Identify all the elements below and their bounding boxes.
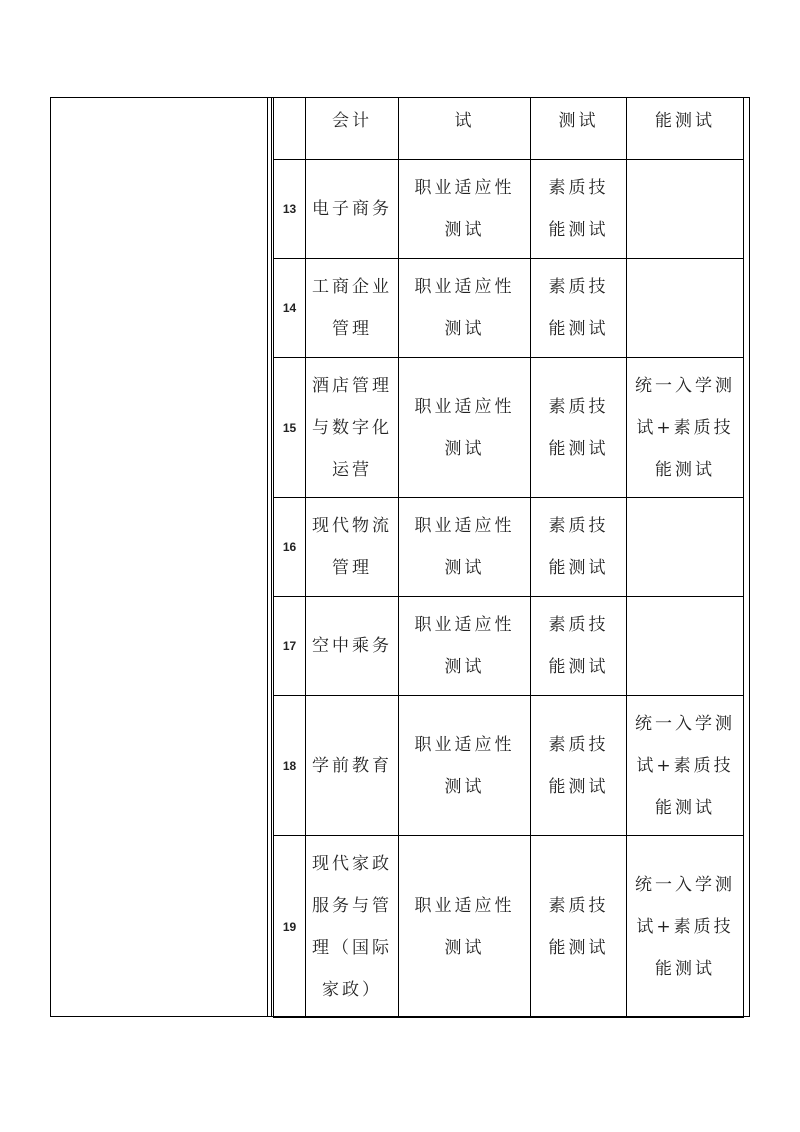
table-row xyxy=(274,259,744,358)
test-type-1: 职业适应性测试 xyxy=(399,696,531,836)
test-type-1: 职业适应性测试 xyxy=(399,498,531,597)
row-number: 14 xyxy=(274,259,306,358)
table-row xyxy=(274,836,744,1018)
test-type-2: 素质技能测试 xyxy=(531,836,627,1018)
test-type-1: 职业适应性测试 xyxy=(399,836,531,1018)
major-name: 酒店管理与数字化运营 xyxy=(306,358,399,498)
test-type-2: 素质技能测试 xyxy=(531,696,627,836)
test-type-3: 能测试 xyxy=(627,98,744,160)
row-number: 15 xyxy=(274,358,306,498)
test-type-2: 素质技能测试 xyxy=(531,259,627,358)
table-row xyxy=(274,98,744,160)
table-row xyxy=(274,696,744,836)
table-row xyxy=(274,597,744,696)
test-type-3 xyxy=(627,597,744,696)
major-name: 学前教育 xyxy=(306,696,399,836)
row-number: 18 xyxy=(274,696,306,836)
test-type-1: 职业适应性测试 xyxy=(399,358,531,498)
row-number xyxy=(274,98,306,160)
row-number: 16 xyxy=(274,498,306,597)
test-type-3 xyxy=(627,160,744,259)
test-type-2: 素质技能测试 xyxy=(531,597,627,696)
row-number: 17 xyxy=(274,597,306,696)
test-type-3 xyxy=(627,259,744,358)
major-name: 电子商务 xyxy=(306,160,399,259)
major-name: 空中乘务 xyxy=(306,597,399,696)
admission-table xyxy=(273,97,744,1018)
row-number: 19 xyxy=(274,836,306,1018)
table-row xyxy=(274,160,744,259)
test-type-3: 统一入学测试+素质技能测试 xyxy=(627,836,744,1018)
divider-line xyxy=(271,97,272,1017)
major-name: 会计 xyxy=(306,98,399,160)
test-type-1: 职业适应性测试 xyxy=(399,259,531,358)
test-type-1: 职业适应性测试 xyxy=(399,597,531,696)
major-name: 现代家政服务与管理（国际家政） xyxy=(306,836,399,1018)
table-row xyxy=(274,498,744,597)
major-name: 现代物流管理 xyxy=(306,498,399,597)
divider-line xyxy=(267,97,268,1017)
table-row xyxy=(274,358,744,498)
test-type-1: 试 xyxy=(399,98,531,160)
row-number: 13 xyxy=(274,160,306,259)
test-type-2: 测试 xyxy=(531,98,627,160)
test-type-3 xyxy=(627,498,744,597)
test-type-2: 素质技能测试 xyxy=(531,160,627,259)
test-type-2: 素质技能测试 xyxy=(531,358,627,498)
major-name: 工商企业管理 xyxy=(306,259,399,358)
test-type-1: 职业适应性测试 xyxy=(399,160,531,259)
test-type-2: 素质技能测试 xyxy=(531,498,627,597)
test-type-3: 统一入学测试+素质技能测试 xyxy=(627,358,744,498)
test-type-3: 统一入学测试+素质技能测试 xyxy=(627,696,744,836)
